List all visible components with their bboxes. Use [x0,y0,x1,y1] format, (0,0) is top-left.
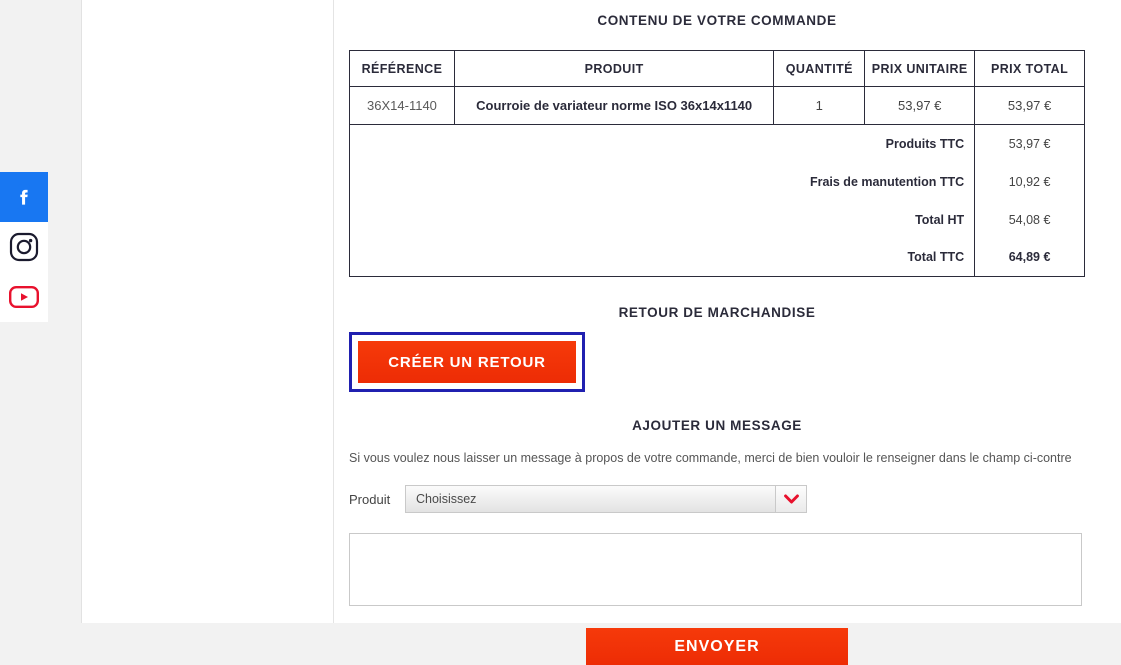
column-header-quantity: QUANTITÉ [774,51,865,87]
total-value-ht: 54,08 € [975,201,1085,239]
column-header-reference: RÉFÉRENCE [350,51,455,87]
column-header-unit-price: PRIX UNITAIRE [865,51,975,87]
product-select-value: Choisissez [416,492,477,507]
product-select-label: Produit [349,491,391,507]
total-label-ttc: Total TTC [350,239,975,277]
instagram-link[interactable] [0,222,48,272]
total-value-handling: 10,92 € [975,163,1085,201]
youtube-icon [9,285,39,309]
cell-total-price: 53,97 € [975,87,1085,125]
total-row-products [350,125,1085,163]
send-row [349,628,1085,665]
total-value-ttc: 64,89 € [975,239,1085,277]
content-divider [333,0,334,623]
chevron-down-icon[interactable] [775,486,806,512]
order-table [349,50,1085,277]
instagram-icon [10,233,38,261]
order-table-header-row [350,51,1085,87]
message-hint-text: Si vous voulez nous laisser un message à propos de votre commande, merci de bien vouloir le renseigner dans le champ ci-contre [349,451,1072,465]
total-row-ttc [350,239,1085,277]
order-content-title: CONTENU DE VOTRE COMMANDE [597,13,837,28]
product-select[interactable] [405,485,807,513]
message-textarea[interactable] [349,533,1082,606]
create-return-button[interactable]: CRÉER UN RETOUR [358,341,576,383]
table-row [350,87,1085,125]
product-select-row [349,485,1085,513]
cell-unit-price: 53,97 € [865,87,975,125]
message-section-title: AJOUTER UN MESSAGE [632,418,802,433]
total-value-products: 53,97 € [975,125,1085,163]
total-row-handling [350,163,1085,201]
total-label-ht: Total HT [350,201,975,239]
send-button[interactable]: ENVOYER [586,628,848,665]
return-section-title: RETOUR DE MARCHANDISE [618,305,816,320]
youtube-link[interactable] [0,272,48,322]
facebook-link[interactable] [0,172,48,222]
cell-reference: 36X14-1140 [350,87,455,125]
order-detail-content [349,0,1085,665]
social-rail [0,172,48,322]
total-label-products: Produits TTC [350,125,975,163]
total-row-ht [350,201,1085,239]
column-header-product: PRODUIT [454,51,773,87]
cell-product: Courroie de variateur norme ISO 36x14x1140 [454,87,773,125]
column-header-total-price: PRIX TOTAL [975,51,1085,87]
total-label-handling: Frais de manutention TTC [350,163,975,201]
create-return-highlight [349,332,585,392]
facebook-icon [11,184,37,210]
cell-quantity: 1 [774,87,865,125]
